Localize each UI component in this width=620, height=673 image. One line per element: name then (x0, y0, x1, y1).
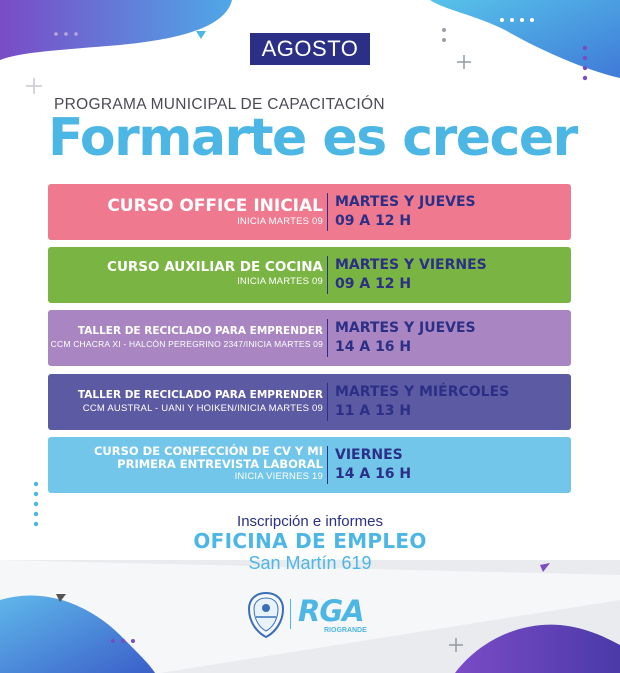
dot (74, 32, 78, 36)
course-days: MARTES Y MIÉRCOLES (335, 384, 510, 400)
dot (34, 492, 38, 496)
plus-icon (26, 78, 42, 94)
divider (327, 256, 328, 294)
course-subtitle: CCM CHACRA XI - HALCÓN PEREGRINO 2347/INICIA MARTES 09 (50, 339, 323, 349)
course-card (48, 374, 571, 430)
municipal-seal-icon (246, 591, 286, 639)
divider (327, 193, 328, 231)
dot (510, 18, 514, 22)
course-card (48, 247, 571, 303)
dot (54, 32, 58, 36)
divider (327, 383, 328, 421)
course-info (48, 184, 323, 240)
dot (583, 76, 587, 80)
top-right-wave (430, 0, 620, 78)
course-schedule (335, 319, 476, 357)
dot (583, 46, 587, 50)
dot (583, 56, 587, 60)
dot (34, 502, 38, 506)
dot (131, 639, 135, 643)
course-schedule (335, 383, 509, 421)
course-days: MARTES Y JUEVES (335, 320, 476, 336)
course-hours: 09 A 12 H (335, 276, 412, 292)
course-hours: 11 A 13 H (335, 403, 412, 419)
dot (500, 18, 504, 22)
course-title: CURSO DE CONFECCIÓN DE CV Y MI (93, 444, 323, 458)
course-days: MARTES Y VIERNES (335, 257, 487, 273)
rga-logo-subtitle: RIOGRANDE (324, 627, 367, 634)
plus-icon (457, 55, 471, 69)
divider (327, 319, 328, 357)
office-name: OFICINA DE EMPLEO (193, 529, 427, 553)
course-info (48, 437, 323, 493)
course-schedule (335, 446, 411, 484)
dot (121, 639, 125, 643)
dot (64, 32, 68, 36)
signup-label: Inscripción e informes (237, 513, 383, 530)
dot (583, 66, 587, 70)
headline: Formarte es crecer (48, 108, 577, 168)
course-title: CURSO OFFICE INICIAL (107, 196, 323, 216)
course-days: MARTES Y JUEVES (335, 194, 476, 210)
logo-divider (290, 599, 291, 629)
office-address: San Martín 619 (248, 553, 372, 573)
triangle-icon (196, 31, 206, 39)
dot (111, 639, 115, 643)
course-hours: 09 A 12 H (335, 213, 412, 229)
program-title: PROGRAMA MUNICIPAL DE CAPACITACIÓN (54, 96, 385, 113)
dot (442, 28, 446, 32)
course-hours: 14 A 16 H (335, 466, 412, 482)
course-schedule (335, 256, 487, 294)
course-card (48, 437, 571, 493)
dot (442, 38, 446, 42)
rga-logo: RGA (298, 594, 364, 628)
course-subtitle: INICIA MARTES 09 (237, 276, 323, 287)
course-card (48, 310, 571, 366)
dot (34, 482, 38, 486)
course-days: VIERNES (335, 447, 403, 463)
course-schedule (335, 193, 476, 231)
dot (530, 18, 534, 22)
course-subtitle: INICIA MARTES 09 (237, 216, 323, 227)
course-subtitle: INICIA VIERNES 19 (234, 471, 323, 482)
course-subtitle: CCM AUSTRAL - UANI Y HOIKEN/INICIA MARTES 09 (82, 403, 323, 414)
course-title: TALLER DE RECICLADO PARA EMPRENDER (77, 389, 323, 401)
course-info (48, 374, 323, 430)
dot (520, 18, 524, 22)
course-title-line2: PRIMERA ENTREVISTA LABORAL (117, 457, 323, 471)
course-info (48, 310, 323, 366)
course-hours: 14 A 16 H (335, 339, 412, 355)
course-title: CURSO AUXILIAR DE COCINA (107, 259, 323, 275)
course-card (48, 184, 571, 240)
top-left-wave (0, 0, 232, 60)
divider (327, 446, 328, 484)
month-badge: AGOSTO (250, 33, 370, 65)
course-title: TALLER DE RECICLADO PARA EMPRENDER (77, 325, 323, 337)
course-info (48, 247, 323, 303)
